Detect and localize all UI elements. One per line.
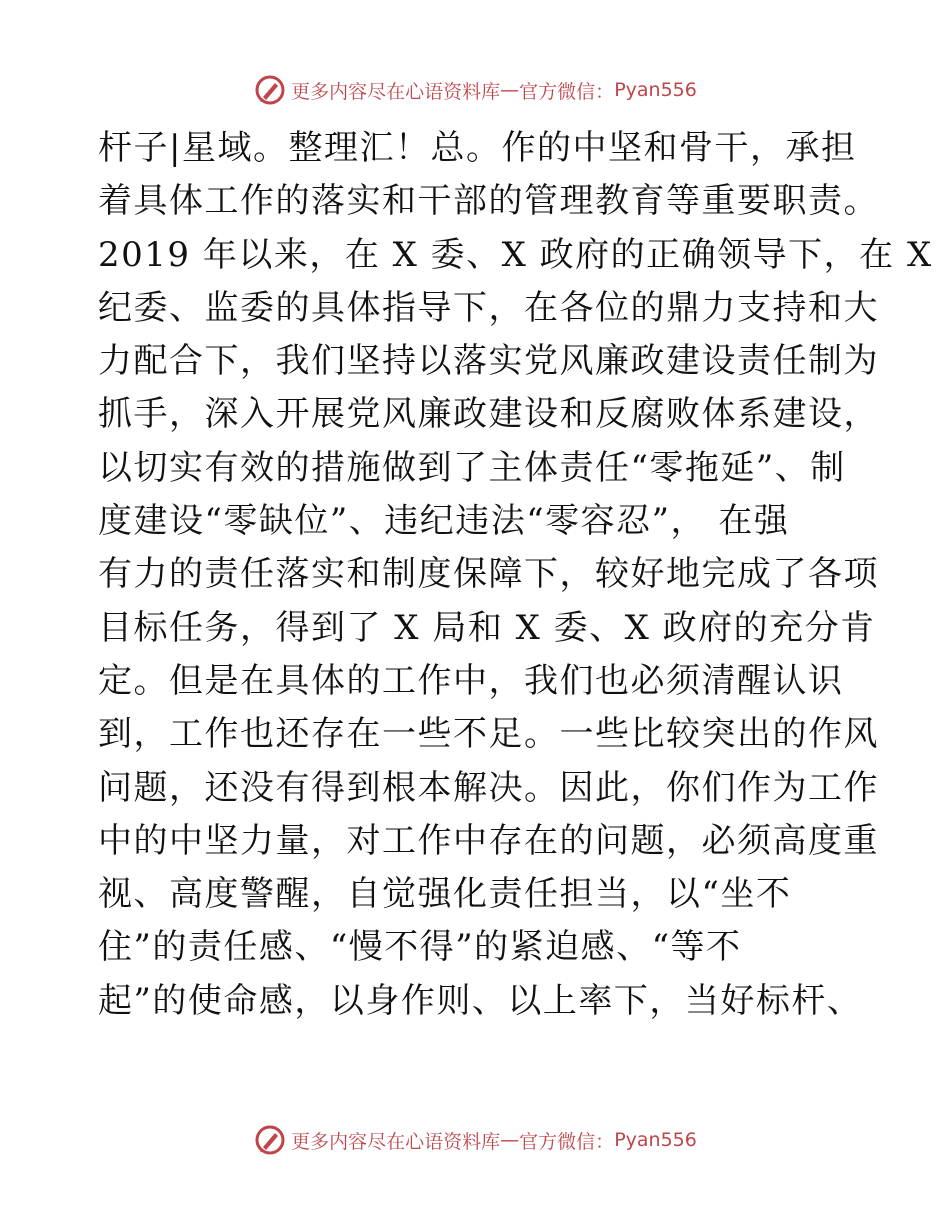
watermark-header — [0, 70, 950, 110]
text-line: 住”的责任感、“慢不得”的紧迫感、“等不 — [98, 927, 742, 968]
text-line: 起”的使命感，以身作则、以上率下，当好标杆、 — [98, 980, 863, 1021]
watermark-wechat-id: Pyan556 — [614, 79, 697, 101]
body-text — [98, 122, 933, 1028]
text-line: 定。但是在具体的工作中，我们也必须清醒认识 — [98, 660, 844, 701]
text-line: 抓手，深入开展党风廉政建设和反腐败体系建设， — [98, 394, 879, 435]
text-line: 纪委、监委的具体指导下，在各位的鼎力支持和大 — [98, 287, 879, 328]
text-line: 目标任务，得到了 X 局和 X 委、X 政府的充分肯 — [98, 607, 876, 648]
pen-logo-icon — [253, 73, 287, 107]
text-line: 力配合下，我们坚持以落实党风廉政建设责任制为 — [98, 341, 879, 382]
watermark-site: 更多内容尽在心语资料库 — [291, 80, 501, 103]
watermark-footer — [0, 1120, 950, 1160]
text-line: 问题，还没有得到根本解决。因此，你们作为工作 — [98, 767, 879, 808]
text-line: 到，工作也还存在一些不足。一些比较突出的作风 — [98, 714, 879, 755]
text-line: 有力的责任落实和制度保障下，较好地完成了各项 — [98, 554, 879, 595]
text-line: 视、高度警醒，自觉强化责任担当，以“坐不 — [98, 874, 792, 915]
watermark-wechat-id: Pyan556 — [614, 1129, 697, 1151]
watermark-wechat-label: 官方微信： — [519, 80, 615, 103]
watermark-separator: — — [500, 1129, 520, 1151]
watermark-separator: — — [500, 79, 520, 101]
text-line: 以切实有效的措施做到了主体责任“零拖延”、制 — [98, 447, 846, 488]
text-line: 中的中坚力量，对工作中存在的问题，必须高度重 — [98, 820, 879, 861]
text-line: 杆子|星域。整理汇！总。作的中坚和骨干，承担 — [98, 128, 857, 168]
text-line: 着具体工作的落实和干部的管理教育等重要职责。 — [98, 181, 879, 222]
watermark-wechat-label: 官方微信： — [519, 1130, 615, 1153]
text-line: 度建设“零缺位”、违纪违法“零容忍”， 在强 — [98, 501, 790, 542]
text-line: 2019 年以来，在 X 委、X 政府的正确领导下，在 X — [98, 234, 933, 275]
watermark-site: 更多内容尽在心语资料库 — [291, 1130, 501, 1153]
pen-logo-icon — [253, 1123, 287, 1157]
